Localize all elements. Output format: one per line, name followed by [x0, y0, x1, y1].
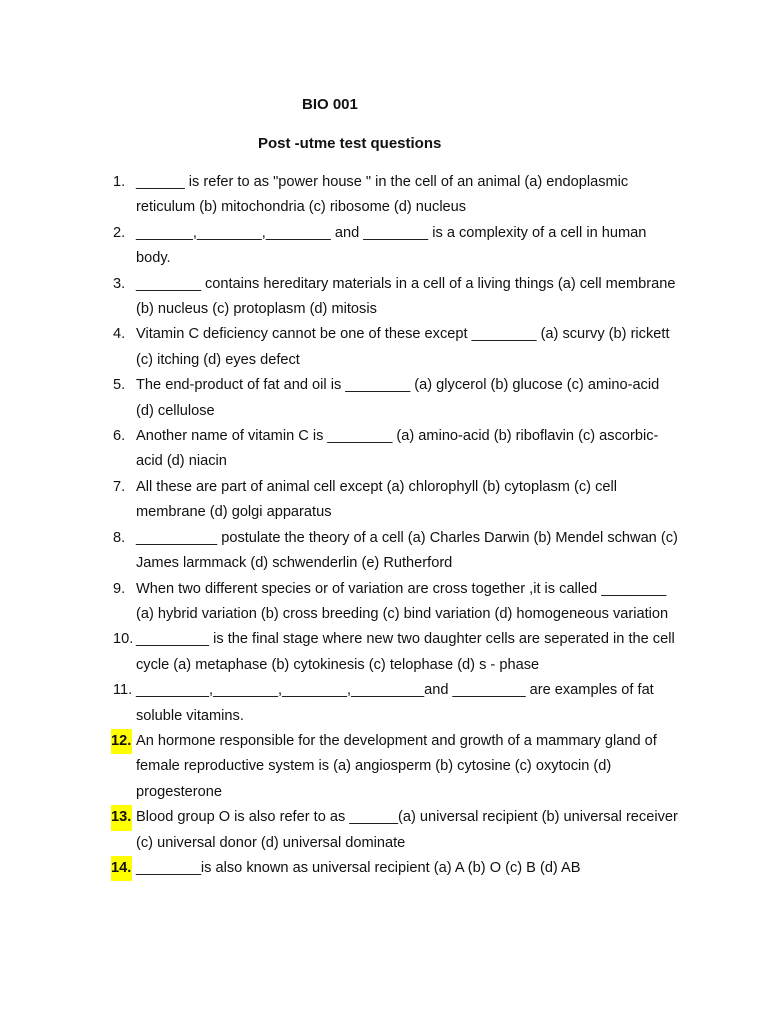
question-text: Vitamin C deficiency cannot be one of these except ________ (a) scurvy (b) rickett (c) itching (d) eyes defect — [136, 326, 670, 368]
question-text: _________,________,________,_________and _________ are examples of fat soluble vitamins. — [136, 682, 654, 724]
question-number: 9. — [113, 580, 126, 597]
question-text: ________is also known as universal recipient (a) A (b) O (c) B (d) AB — [136, 859, 581, 876]
question-item — [0, 221, 681, 272]
question-item — [0, 322, 681, 373]
question-item — [0, 373, 681, 424]
question-number: 7. — [113, 478, 126, 495]
highlighted-question-number: 13. — [111, 805, 132, 830]
question-item — [0, 678, 681, 729]
question-text: Blood group O is also refer to as ______(a) universal recipient (b) universal receiver (c) universal donor (d) universal dominate — [136, 809, 678, 851]
question-text: ______ is refer to as "power house " in the cell of an animal (a) endoplasmic reticulum (b) mitochondria (c) ribosome (d) nucleus — [136, 174, 629, 216]
question-text: Another name of vitamin C is ________ (a) amino-acid (b) riboflavin (c) ascorbic-acid (d) niacin — [136, 428, 659, 470]
question-text: ________ contains hereditary materials in a cell of a living things (a) cell membrane (b) nucleus (c) protoplasm (d) mitosis — [136, 275, 676, 318]
question-text: _______,________,________ and ________ is a complexity of a cell in human body. — [136, 224, 647, 267]
question-item — [0, 729, 681, 805]
question-item — [0, 577, 681, 628]
question-item — [0, 170, 681, 221]
question-item — [0, 272, 681, 323]
question-number: 2. — [113, 224, 126, 241]
question-number: 8. — [113, 529, 126, 546]
question-number: 1. — [113, 174, 126, 190]
question-text: All these are part of animal cell except (a) chlorophyll (b) cytoplasm (c) cell membrane (d) golgi apparatus — [136, 478, 617, 521]
question-item — [0, 627, 681, 678]
question-item — [0, 424, 681, 475]
question-item — [0, 856, 681, 881]
question-item — [0, 475, 681, 526]
question-number: 11. — [113, 682, 133, 699]
highlighted-question-number: 14. — [111, 856, 132, 881]
question-list — [0, 170, 768, 881]
question-number: 10. — [113, 631, 134, 648]
question-number: 3. — [113, 275, 126, 292]
question-number: 4. — [113, 326, 126, 343]
question-text: _________ is the final stage where new two daughter cells are seperated in the cell cycle (a) metaphase (b) cytokinesis (c) telophase (d) s - phase — [136, 631, 675, 673]
question-text: __________ postulate the theory of a cell (a) Charles Darwin (b) Mendel schwan (c) James larmmack (d) schwenderlin (e) Rutherford — [136, 529, 678, 572]
question-number: 6. — [113, 428, 126, 445]
question-text: The end-product of fat and oil is ________ (a) glycerol (b) glucose (c) amino-acid (d) cellulose — [136, 377, 660, 419]
question-item — [0, 526, 681, 577]
document-subtitle: Post -utme test questions — [258, 135, 442, 152]
question-text: An hormone responsible for the development and growth of a mammary gland of female reproductive system is (a) angiosperm (b) cytosine (c) oxytocin (d) progesterone — [136, 732, 657, 800]
question-number: 5. — [113, 377, 126, 394]
question-item — [0, 805, 681, 856]
course-code: BIO 001 — [302, 96, 358, 113]
highlighted-question-number: 12. — [111, 729, 132, 754]
question-text: When two different species or of variation are cross together ,it is called ________ (a) hybrid variation (b) cross breeding (c) bind variation (d) homogeneous variation — [136, 580, 669, 622]
